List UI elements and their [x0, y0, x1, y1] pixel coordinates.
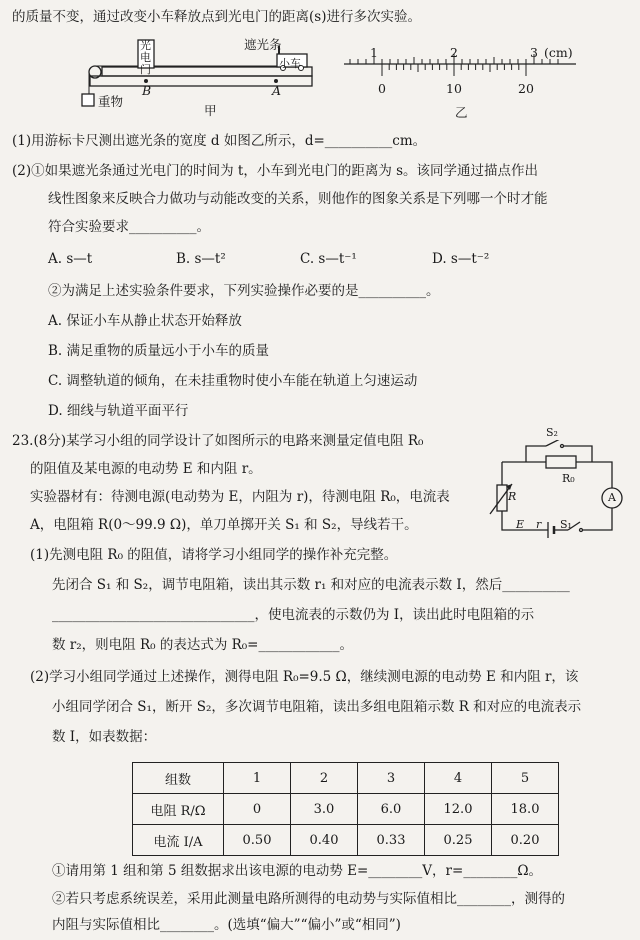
- main-tick-2: 2: [450, 45, 458, 60]
- circuit-e: E: [516, 518, 525, 531]
- question-2-1-line1: (2)①如果遮光条通过光电门的时间为 t，小车到光电门的距离为 s。该同学通过描点作出: [12, 163, 539, 179]
- table-cell: 3.0: [291, 794, 358, 825]
- table-cell: 6.0: [358, 794, 425, 825]
- table-header: 2: [291, 763, 358, 794]
- question-23-2-line3: 数 I，如表数据：: [52, 729, 157, 745]
- circuit-r-small: r: [536, 518, 542, 531]
- circuit-s2: S₂: [546, 426, 558, 439]
- option-b: B. s—t²: [176, 251, 226, 267]
- table-cell: 0.20: [492, 825, 559, 856]
- table-header: 1: [224, 763, 291, 794]
- option-d: D. s—t⁻²: [432, 251, 490, 267]
- table-cell: 0: [224, 794, 291, 825]
- table-cell: 电流 I/A: [133, 825, 224, 856]
- table-header: 5: [492, 763, 559, 794]
- question-23-1-line4: 数 r₂，则电阻 R₀ 的表达式为 R₀=____________。: [52, 637, 353, 653]
- question-23-2-a: ①请用第 1 组和第 5 组数据求出该电源的电动势 E=________V，r=________Ω。: [52, 863, 543, 879]
- question-1: (1)用游标卡尺测出遮光条的宽度 d 如图乙所示，d=__________cm。: [12, 133, 427, 149]
- q2-2-option-d: D. 细线与轨道平面平行: [48, 403, 189, 419]
- question-23-2-b1: ②若只考虑系统误差，采用此测量电路所测得的电动势与实际值相比________，测得的: [52, 891, 565, 907]
- question-23-line4: A，电阻箱 R(0～99.9 Ω)，单刀单掷开关 S₁ 和 S₂，导线若干。: [30, 517, 418, 533]
- caption-jia: 甲: [204, 103, 217, 118]
- table-row: [133, 825, 559, 856]
- table-cell: 0.33: [358, 825, 425, 856]
- question-2-1-line3: 符合实验要求__________。: [48, 219, 210, 235]
- table-row: [133, 794, 559, 825]
- question-23-2-line2: 小组同学闭合 S₁，断开 S₂，多次调节电阻箱，读出多组电阻箱示数 R 和对应的电流表示: [52, 699, 582, 715]
- vernier-tick-0: 0: [378, 81, 386, 96]
- circuit-ammeter: A: [608, 491, 616, 504]
- question-23-1-line1: (1)先测电阻 R₀ 的阻值，请将学习小组同学的操作补充完整。: [30, 547, 398, 563]
- q2-2-option-b: B. 满足重物的质量远小于小车的质量: [48, 343, 270, 359]
- shade-label: 遮光条: [244, 37, 282, 52]
- caption-yi: 乙: [455, 105, 468, 120]
- weight-label: 重物: [98, 94, 124, 109]
- point-b-label: B: [142, 83, 152, 98]
- cart-label: 小车: [279, 57, 301, 70]
- question-23-line1: 23.(8分)某学习小组的同学设计了如图所示的电路来测量定值电阻 R₀: [12, 433, 424, 449]
- main-tick-3: 3: [530, 45, 538, 60]
- table-cell: 电阻 R/Ω: [133, 794, 224, 825]
- circuit-r: R: [508, 490, 517, 503]
- data-table: [132, 762, 559, 856]
- q2-2-option-c: C. 调整轨道的倾角，在未挂重物时使小车能在轨道上匀速运动: [48, 373, 418, 389]
- table-cell: 0.25: [425, 825, 492, 856]
- table-header: 组数: [133, 763, 224, 794]
- figure-jia: [80, 34, 320, 134]
- question-23-1-line3: ______________________________，使电流表的示数仍为 I，读出此时电阻箱的示: [52, 607, 535, 623]
- main-unit: (cm): [544, 45, 573, 60]
- question-2-1-line2: 线性图象来反映合力做功与动能改变的关系，则他作的图象关系是下列哪一个时才能: [48, 191, 548, 207]
- question-23-line3: 实验器材有：待测电源(电动势为 E，内阻为 r)，待测电阻 R₀，电流表: [30, 489, 450, 505]
- question-23-line2: 的阻值及某电源的电动势 E 和内阻 r。: [30, 461, 262, 477]
- gate-label: 光 电 门: [140, 39, 151, 76]
- weight-block: [82, 94, 94, 106]
- table-cell: 18.0: [492, 794, 559, 825]
- main-tick-1: 1: [370, 45, 378, 60]
- question-2-2: ②为满足上述实验条件要求，下列实验操作必要的是__________。: [48, 283, 440, 299]
- table-cell: 0.50: [224, 825, 291, 856]
- table-cell: 0.40: [291, 825, 358, 856]
- table-row: [133, 763, 559, 794]
- table-header: 3: [358, 763, 425, 794]
- vernier-tick-20: 20: [518, 81, 534, 96]
- question-23-2-b2: 内阻与实际值相比________。(选填“偏大”“偏小”或“相同”): [52, 917, 401, 933]
- question-23-2-line1: (2)学习小组同学通过上述操作，测得电阻 R₀=9.5 Ω，继续测电源的电动势 E 和内阻 r，该: [30, 669, 579, 685]
- table-cell: 12.0: [425, 794, 492, 825]
- circuit-r0: R₀: [562, 472, 575, 485]
- option-a: A. s—t: [48, 251, 93, 267]
- question-23-1-line2: 先闭合 S₁ 和 S₂，调节电阻箱，读出其示数 r₁ 和对应的电流表示数 I，然后__________: [52, 577, 570, 593]
- intro-line: 的质量不变，通过改变小车释放点到光电门的距离(s)进行多次实验。: [12, 9, 421, 25]
- vernier-tick-10: 10: [446, 81, 462, 96]
- q2-2-option-a: A. 保证小车从静止状态开始释放: [48, 313, 242, 329]
- point-a-label: A: [272, 83, 282, 98]
- circuit-s1: S₁: [560, 518, 572, 531]
- table-header: 4: [425, 763, 492, 794]
- option-c: C. s—t⁻¹: [300, 251, 357, 267]
